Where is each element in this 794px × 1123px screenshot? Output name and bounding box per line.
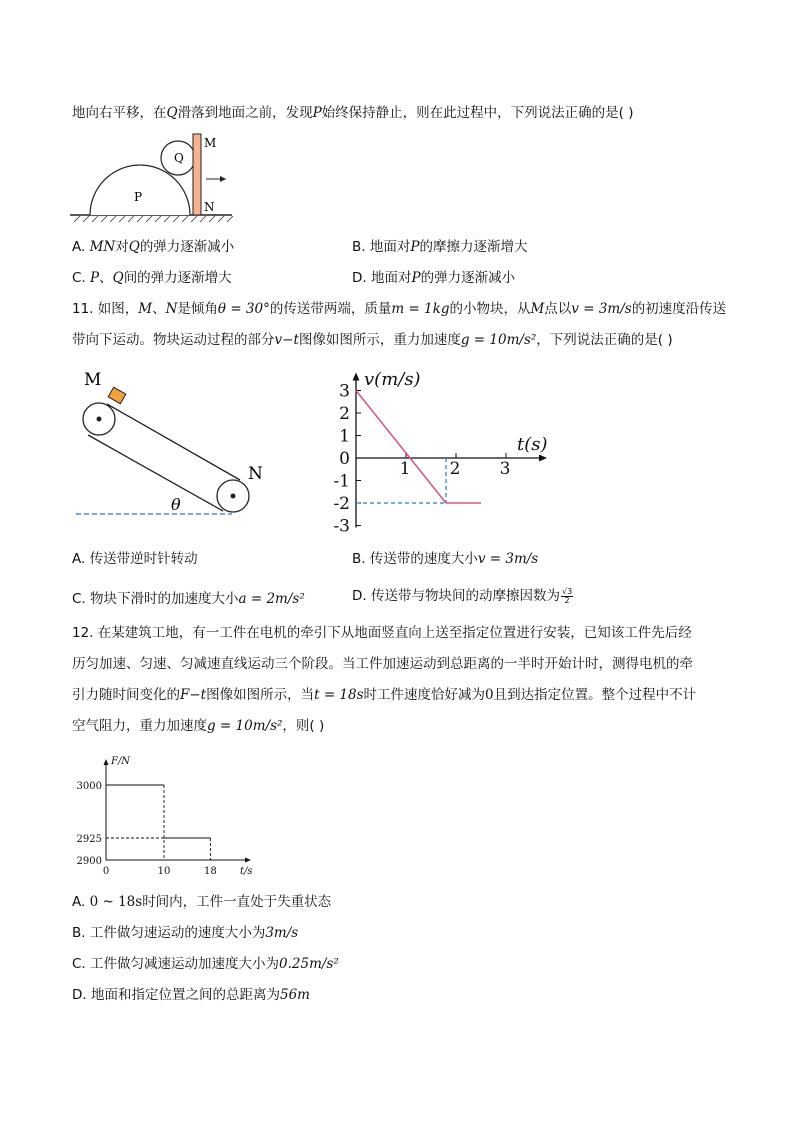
x-axis-label: t/s <box>240 866 253 877</box>
q11-conveyor-figure <box>72 368 277 523</box>
x-axis-arrow <box>539 455 547 462</box>
y-tick-label: -1 <box>333 471 350 492</box>
q11-option-c[interactable]: C. 物块下滑时的加速度大小a = 2m/s² <box>72 591 305 607</box>
y-axis-arrow <box>353 373 360 381</box>
label-Q: Q <box>174 151 184 165</box>
pulley-N-axle <box>231 494 236 499</box>
label-N: N <box>248 464 263 484</box>
y-tick-label: 3 <box>339 381 350 402</box>
y-tick-label: 2900 <box>76 856 102 867</box>
y-tick-label: 3000 <box>76 781 102 792</box>
q12-option-d[interactable]: D. 地面和指定位置之间的总距离为56m <box>72 987 310 1003</box>
q12-option-b[interactable]: B. 工件做匀速运动的速度大小为3m/s <box>72 925 299 941</box>
belt-bottom <box>88 435 223 511</box>
label-M: M <box>84 370 102 390</box>
y-tick-label: -3 <box>333 516 350 537</box>
x-tick-label: 10 <box>157 866 171 877</box>
y-tick-label: 0 <box>339 449 350 469</box>
x-tick-label: 2 <box>449 459 461 479</box>
y-tick-label: 2 <box>339 404 350 424</box>
fraction-sqrt3-over-2: $\frac{√3}{2}$ <box>561 586 573 605</box>
q12-option-a[interactable]: A. 0 ~ 18s时间内，工件一直处于失重状态 <box>72 894 332 910</box>
x-axis-label: t(s) <box>517 434 548 455</box>
q11-option-a[interactable]: A. 传送带逆时针转动 <box>72 551 198 567</box>
q11-option-b[interactable]: B. 传送带的速度大小v = 3m/s <box>352 551 539 567</box>
pulley-M-axle <box>97 417 102 422</box>
q12-stem-line4: 空气阻力，重力加速度g = 10m/s²，则( ) <box>72 718 325 734</box>
x-tick-label: 18 <box>204 866 217 877</box>
y-axis-arrow <box>104 759 109 765</box>
label-N: N <box>204 200 215 214</box>
x-tick-label: 3 <box>499 459 511 479</box>
x-axis-arrow <box>245 858 251 863</box>
y-axis-label: v(m/s) <box>364 369 421 390</box>
q11-stem-line1: 11. 如图，M、N是倾角θ = 30°的传送带两端，质量m = 1kg的小物块，从M点以v = 3m/s的初速度沿传送 <box>72 301 727 317</box>
q11-option-d[interactable]: D. 传送带与物块间的动摩擦因数为 $\frac{√3}{2}$ <box>352 586 573 605</box>
q10-option-d[interactable]: D. 地面对P的弹力逐渐减小 <box>352 270 516 286</box>
belt-top <box>107 404 240 480</box>
label-theta: θ <box>171 495 181 514</box>
y-tick-label: -2 <box>333 494 350 514</box>
q12-ft-chart <box>72 752 252 882</box>
x-tick-label: 0 <box>102 866 110 877</box>
arrow-head <box>220 176 226 182</box>
y-axis-label: F/N <box>111 756 131 767</box>
label-P: P <box>134 190 143 204</box>
ground-hatch <box>74 216 233 222</box>
q10-stem: 地向右平移，在Q滑落到地面之前，发现P始终保持静止，则在此过程中，下列说法正确的是( ) <box>72 105 634 121</box>
block <box>108 387 126 404</box>
q10-option-b[interactable]: B. 地面对P的摩擦力逐渐增大 <box>352 239 528 255</box>
q10-option-c[interactable]: C. P、Q间的弹力逐渐增大 <box>72 270 232 286</box>
q10-figure <box>70 130 235 225</box>
y-tick-label: 2925 <box>76 834 102 845</box>
q12-stem-line3: 引力随时间变化的F−t图像如图所示，当t = 18s时工件速度恰好减为0且到达指定位置。整个过程中不计 <box>72 687 697 703</box>
x-tick-label: 1 <box>399 459 411 479</box>
q11-stem-line2: 带向下运动。物块运动过程的部分v−t图像如图所示，重力加速度g = 10m/s²，下列说法正确的是( ) <box>72 332 673 348</box>
series-segment <box>356 391 446 504</box>
q12-stem-line1: 12. 在某建筑工地，有一工件在电机的牵引下从地面竖直向上送至指定位置进行安装，已知该工件先后经 <box>72 625 692 641</box>
board-MN <box>193 134 201 215</box>
q10-option-a[interactable]: A. MN对Q的弹力逐渐减小 <box>72 239 235 255</box>
q11-vt-chart <box>330 366 560 536</box>
q12-stem-line2: 历匀加速、匀速、匀减速直线运动三个阶段。当工件加速运动到总距离的一半时开始计时，测得电机的牵 <box>72 656 693 672</box>
label-M: M <box>204 136 217 150</box>
y-tick-label: 1 <box>339 426 350 447</box>
q12-option-c[interactable]: C. 工件做匀减速运动加速度大小为0.25m/s² <box>72 956 339 972</box>
